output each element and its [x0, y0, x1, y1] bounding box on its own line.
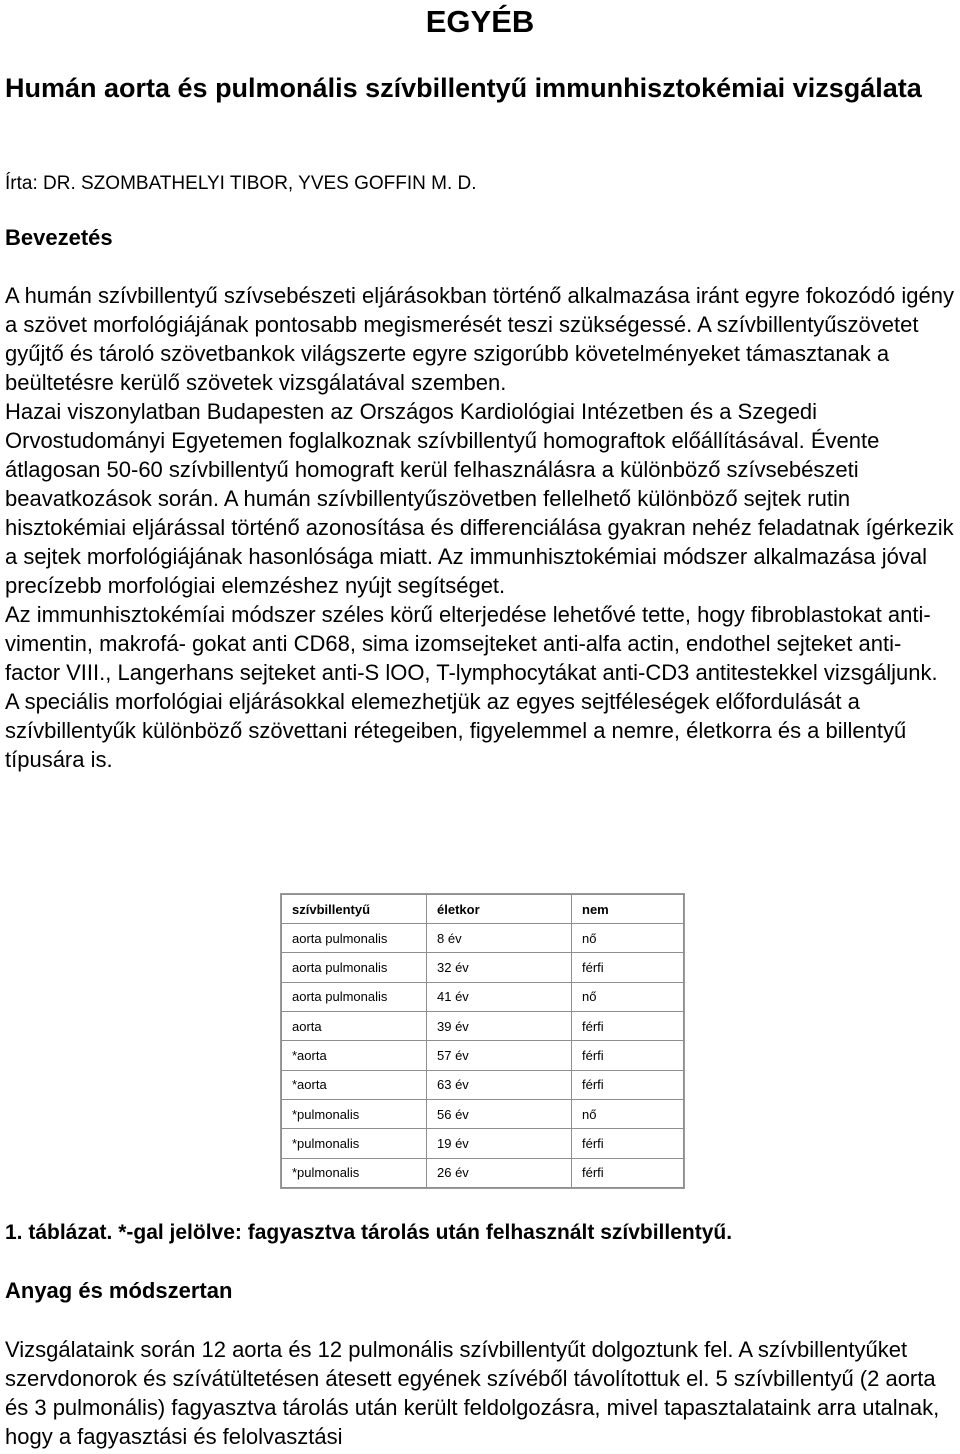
column-header: nem: [572, 895, 684, 924]
paragraph: A humán szívbillentyű szívsebészeti eljárásokban történő alkalmazása iránt egyre fokozódó igény a szövet morfológiájának pontosabb megismerését teszi szükségessé. A szívbillentyűszövetet gyűjtő és tároló szövetbankok világszerte egyre szigorúbb követelményeket támasztanak a beültetésre kerülő szövetek vizsgálatával szemben.: [5, 283, 954, 395]
table-row: [282, 982, 684, 1011]
table-caption: 1. táblázat. *-gal jelölve: fagyasztva tárolás után felhasznált szívbillentyű.: [5, 1221, 733, 1244]
section-heading-methods: Anyag és módszertan: [5, 1278, 233, 1303]
table-cell: férfi: [572, 1070, 684, 1099]
section-heading-introduction: Bevezetés: [5, 225, 113, 250]
table-cell: férfi: [572, 1158, 684, 1187]
table-row: [282, 1158, 684, 1187]
valve-table: [280, 893, 685, 1189]
table-cell: aorta pulmonalis: [282, 924, 427, 953]
paragraph: Az immunhisztokémíai módszer széles körű elterjedése lehetővé tette, hogy fibroblastokat anti-vimentin, makrofá- gokat anti CD68, sima izomsejteket anti-alfa actin, endothel sejteket anti-factor VIII., Langerhans sejteket anti-S lOO, T-lymphocytákat anti-CD3 antitestekkel vizsgáljunk.: [5, 602, 938, 685]
table-cell: 39 év: [427, 1011, 572, 1040]
table-row: [282, 1070, 684, 1099]
paragraph: Hazai viszonylatban Budapesten az Országos Kardiológiai Intézetben és a Szegedi Orvostudományi Egyetemen foglalkoznak szívbillentyű homograftok előállításával. Évente átlagosan 50-60 szívbillentyű homograft kerül felhasználásra a különböző szívsebészeti beavatkozások során. A humán szívbillentyűszövetben fellelhető különböző sejtek rutin hisztokémiai eljárással történő azonosítása és differenciálása gyakran nehéz feladatnak ígérkezik a sejtek morfológiájának hasonlósága miatt. Az immunhisztokémiai módszer alkalmazása jóval precízebb morfológiai elemzéshez nyújt segítséget.: [5, 399, 954, 598]
methods-body: [5, 1335, 956, 1451]
table-cell: férfi: [572, 953, 684, 982]
table-cell: *aorta: [282, 1041, 427, 1070]
table-cell: aorta pulmonalis: [282, 953, 427, 982]
table-cell: 8 év: [427, 924, 572, 953]
table-cell: nő: [572, 924, 684, 953]
table-cell: aorta pulmonalis: [282, 982, 427, 1011]
table-cell: 32 év: [427, 953, 572, 982]
column-header: életkor: [427, 895, 572, 924]
table-cell: aorta: [282, 1011, 427, 1040]
table-row: [282, 1011, 684, 1040]
table-cell: 19 év: [427, 1129, 572, 1158]
column-header: szívbillentyű: [282, 895, 427, 924]
table-cell: 57 év: [427, 1041, 572, 1070]
data-table: [281, 894, 684, 1188]
table-row: [282, 1129, 684, 1158]
table-cell: *pulmonalis: [282, 1158, 427, 1187]
table-row: [282, 1041, 684, 1070]
table-cell: *aorta: [282, 1070, 427, 1099]
table-cell: férfi: [572, 1011, 684, 1040]
table-row: [282, 924, 684, 953]
table-cell: nő: [572, 982, 684, 1011]
table-cell: *pulmonalis: [282, 1099, 427, 1128]
table-cell: nő: [572, 1099, 684, 1128]
table-header-row: [282, 895, 684, 924]
table-row: [282, 1099, 684, 1128]
introduction-body: [5, 281, 956, 774]
page-heading: EGYÉB: [425, 4, 535, 39]
paragraph: A speciális morfológiai eljárásokkal elemezhetjük az egyes sejtféleségek előfordulását a szívbillentyűk különböző szövettani rétegeiben, figyelemmel a nemre, életkorra és a billentyű típusára is.: [5, 689, 907, 772]
table-cell: férfi: [572, 1041, 684, 1070]
authors-line: Írta: DR. SZOMBATHELYI TIBOR, YVES GOFFIN M. D.: [5, 173, 477, 194]
paragraph: Vizsgálataink során 12 aorta és 12 pulmonális szívbillentyűt dolgoztunk fel. A szívbillentyűket szervdonorok és szívátültetésen átesett egyének szívéből távolítottuk el. 5 szívbillentyű (2 aorta és 3 pulmonális) fagyasztva tárolás után került feldolgozásra, mivel tapasztalataink arra utalnak, hogy a fagyasztási és felolvasztási: [5, 1337, 940, 1449]
table-cell: 26 év: [427, 1158, 572, 1187]
table-cell: 63 év: [427, 1070, 572, 1099]
table-cell: *pulmonalis: [282, 1129, 427, 1158]
article-title: Humán aorta és pulmonális szívbillentyű immunhisztokémiai vizsgálata: [5, 73, 922, 103]
table-cell: férfi: [572, 1129, 684, 1158]
table-row: [282, 953, 684, 982]
table-cell: 56 év: [427, 1099, 572, 1128]
table-cell: 41 év: [427, 982, 572, 1011]
